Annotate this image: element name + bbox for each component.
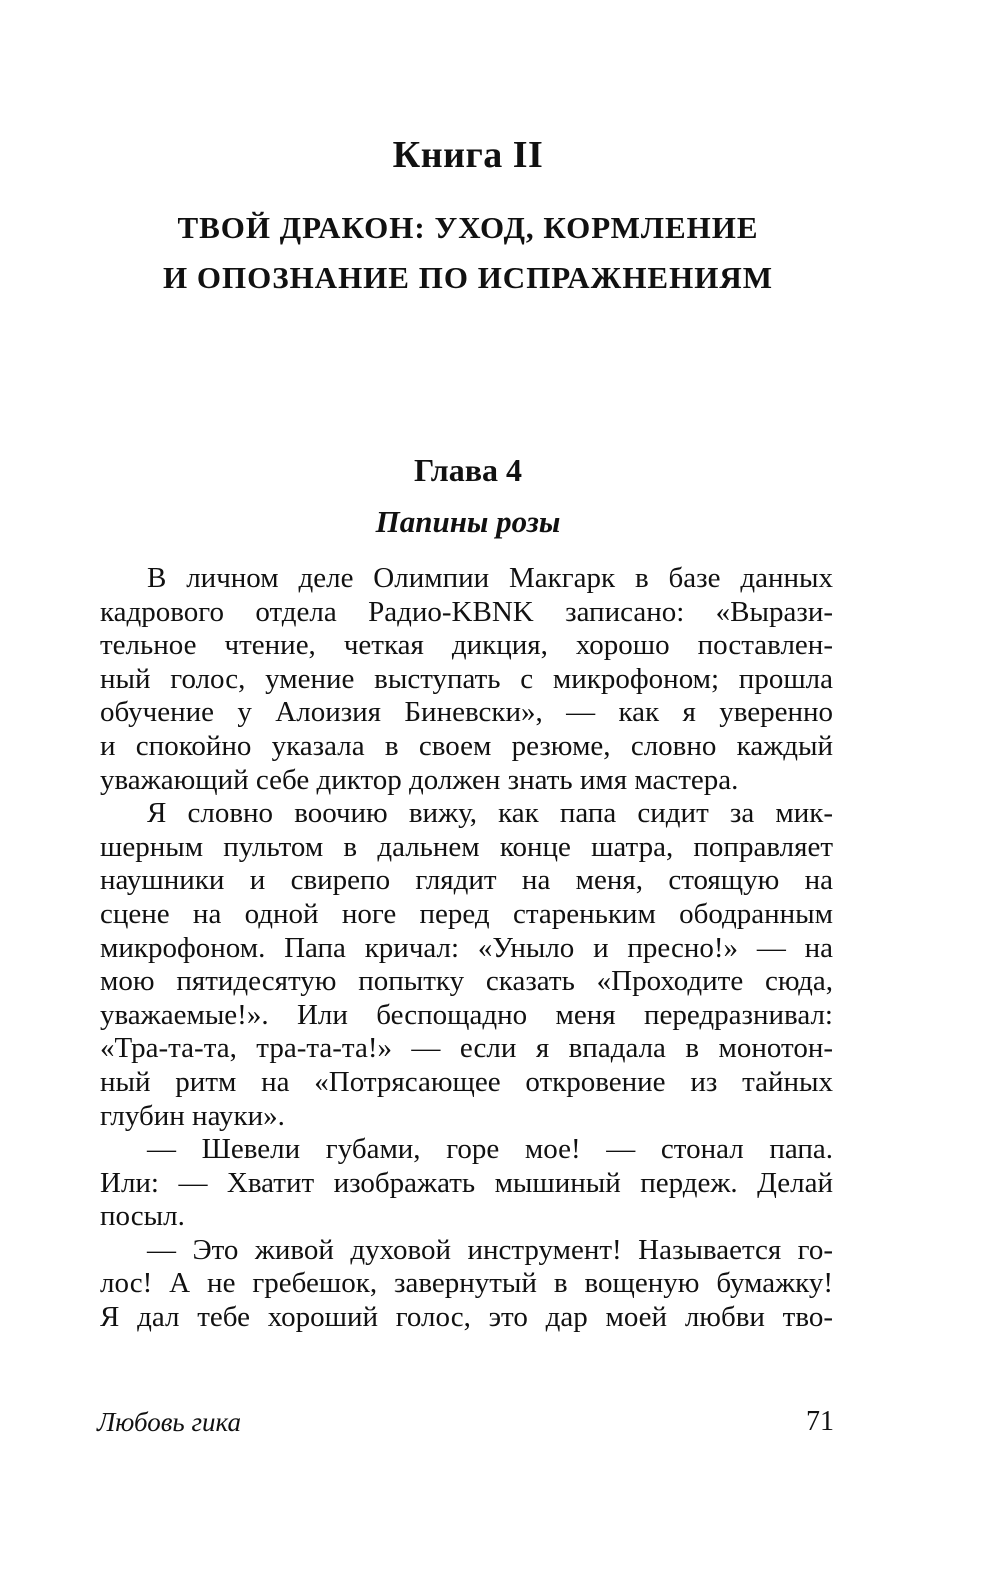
text-line: шерным пультом в дальнем конце шатра, поправляет: [100, 830, 833, 863]
text-line: тельное чтение, четкая дикция, хорошо поставлен-: [100, 629, 833, 662]
text-line: мою пятидесятую попытку сказать «Проходите сюда,: [100, 965, 833, 998]
text-line: посыл.: [100, 1200, 185, 1233]
subtitle-line: ТВОЙ ДРАКОН: УХОД, КОРМЛЕНИЕ: [177, 210, 759, 245]
text-line: Я дал тебе хороший голос, это дар моей любви тво-: [100, 1301, 833, 1334]
text-line: микрофоном. Папа кричал: «Уныло и пресно!» — на: [100, 931, 833, 964]
chapter-subtitle: Папины розы: [375, 504, 561, 539]
text-line: уважающий себе диктор должен знать имя мастера.: [100, 763, 739, 796]
text-line: — Шевели губами, горе мое! — стонал папа.: [147, 1133, 833, 1166]
body-text: [100, 562, 833, 1335]
book-part-subtitle: [0, 203, 936, 303]
text-line: наушники и свирепо глядит на меня, стоящую на: [100, 864, 833, 897]
text-line: «Тра-та-та, тра-та-та!» — если я впадала в монотон-: [100, 1032, 833, 1065]
text-line: Или: — Хватит изображать мышиный пердеж. Делай: [100, 1166, 833, 1199]
text-line: — Это живой духовой инструмент! Называется го-: [147, 1233, 833, 1266]
text-line: обучение у Алоизия Биневски», — как я уверенно: [100, 696, 833, 729]
text-line: сцене на одной ноге перед стареньким ободранным: [100, 897, 833, 930]
text-line: кадрового отдела Радио-KBNK записано: «Вырази-: [100, 595, 833, 628]
text-line: ный голос, умение выступать с микрофоном; прошла: [100, 662, 833, 695]
text-line: уважаемые!». Или беспощадно меня передразнивал:: [100, 998, 833, 1031]
running-footer-title: Любовь гика: [97, 1407, 241, 1437]
text-line: Я словно воочию вижу, как папа сидит за мик-: [147, 797, 833, 830]
text-line: глубин науки».: [100, 1099, 285, 1132]
text-line: В личном деле Олимпии Макгарк в базе данных: [147, 562, 833, 594]
page-number: 71: [806, 1406, 834, 1437]
text-line: и спокойно указала в своем резюме, словно каждый: [100, 729, 833, 762]
subtitle-line: И ОПОЗНАНИЕ ПО ИСПРАЖНЕНИЯМ: [163, 260, 773, 295]
text-line: ный ритм на «Потрясающее откровение из тайных: [100, 1065, 833, 1098]
book-part-title: Книга II: [392, 134, 544, 176]
text-line: лос! А не гребешок, завернутый в вощеную бумажку!: [100, 1267, 833, 1300]
chapter-title: Глава 4: [414, 452, 522, 488]
